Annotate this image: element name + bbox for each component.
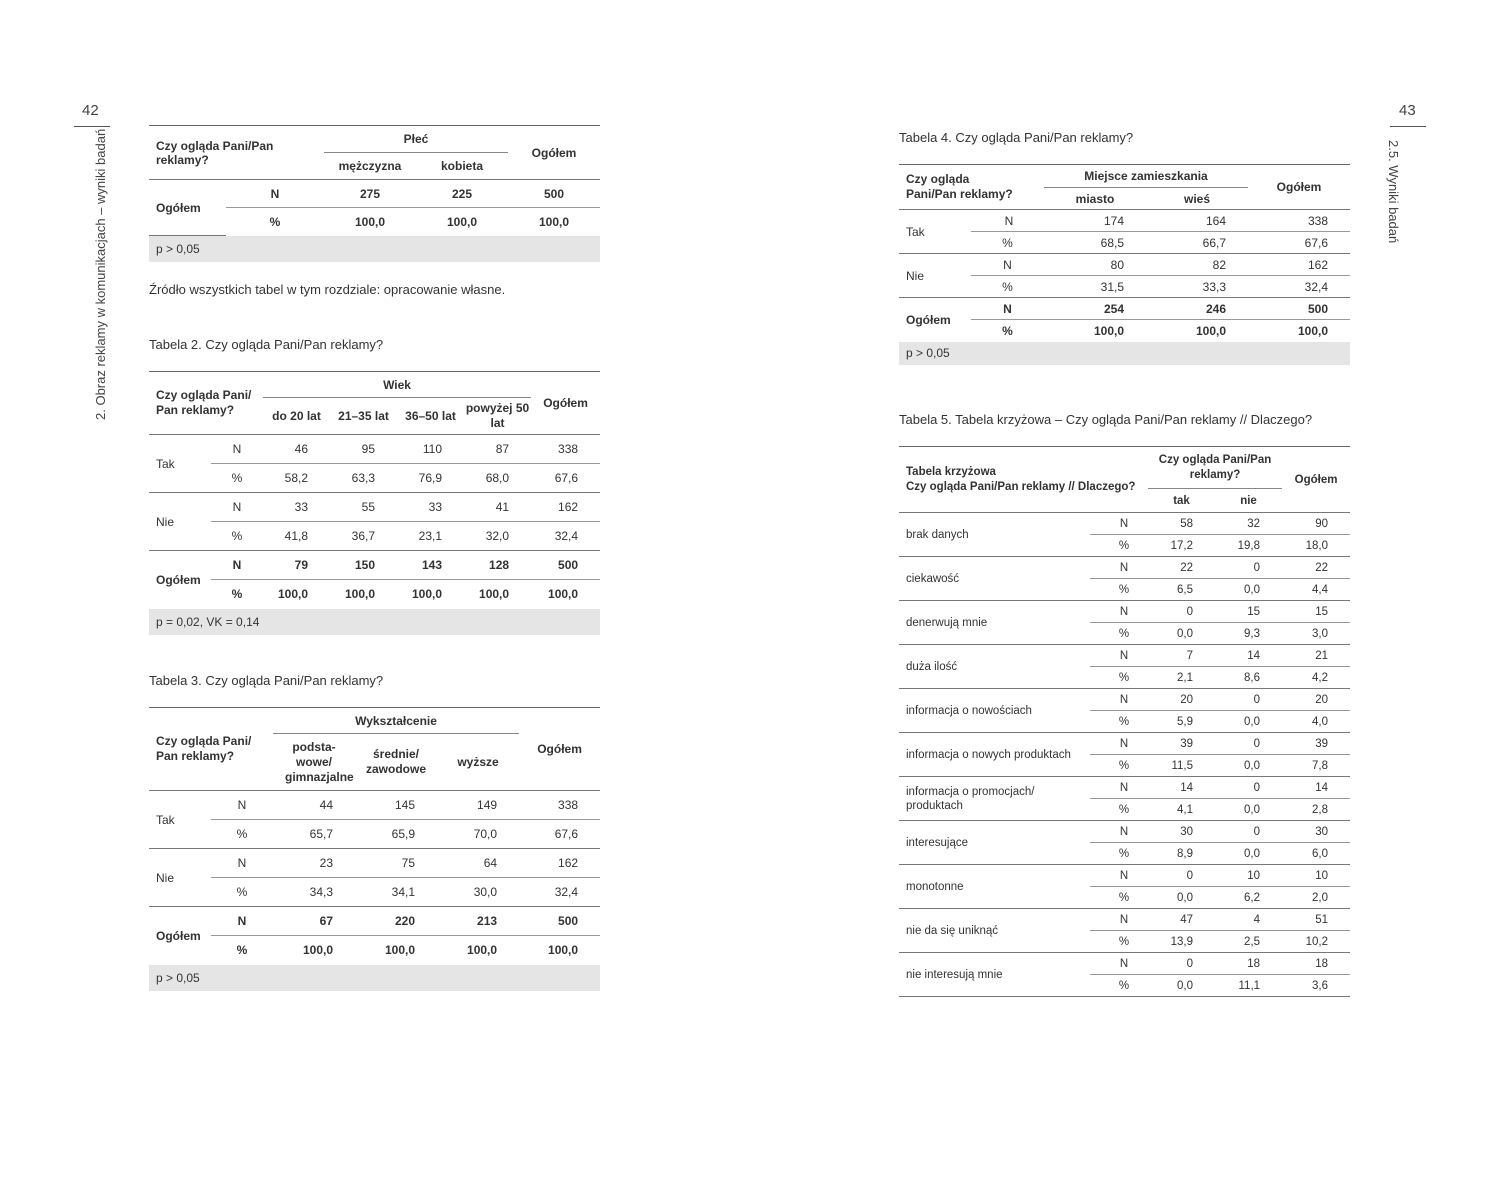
t3-question: Czy ogląda Pani/ Pan reklamy? [149,708,273,791]
t5-pct-label: % [1090,667,1148,689]
t3-footnote: p > 0,05 [149,965,600,991]
t4-cell: 68,5 [1044,232,1146,254]
t2-cell: 63,3 [330,464,397,493]
t2-pct-label: % [231,587,243,602]
t3-cell: 338 [519,791,600,820]
t2-cell: 41 [464,493,531,522]
t4-n-label: N [971,210,1044,232]
t2-n-label: N [211,435,263,464]
t4-n-label: N [971,254,1044,276]
t1-cell: 225 [416,180,508,208]
t3-cell: 100,0 [384,943,416,958]
t5-cell: 0,0 [1148,623,1215,645]
t5-group: Czy ogląda Pani/Pan reklamy? [1148,447,1282,489]
t5-cell: 0,0 [1148,975,1215,997]
t5-cell: 2,5 [1215,931,1282,953]
t5-row-label: denerwują mnie [899,601,1090,645]
t3-row-label: Tak [149,791,211,849]
page-number-rule-left [74,126,110,127]
t4-footnote: p > 0,05 [899,342,1350,365]
t5-cell: 0 [1148,601,1215,623]
t5-cell: 4,1 [1148,799,1215,821]
t3-cell: 100,0 [302,943,334,958]
t5-n-label: N [1090,865,1148,887]
t1-cell: 275 [324,180,416,208]
t3-cell: 162 [519,849,600,878]
t5-cell: 0 [1215,557,1282,579]
t2-cell: 76,9 [397,464,464,493]
t4-pct-label: % [971,276,1044,298]
t5-cell: 21 [1282,645,1350,667]
page-number-left: 42 [82,102,99,119]
page-number-right: 43 [1399,102,1416,119]
t4-n-label: N [971,298,1044,320]
t5-cell: 20 [1282,689,1350,711]
t3-cell: 64 [437,849,519,878]
running-head-right: 2.5. Wyniki badań [1386,140,1401,244]
t5-cell: 5,9 [1148,711,1215,733]
t2-total-header: Ogółem [531,372,600,435]
t5-n-label: N [1090,557,1148,579]
t5-row-n [899,557,1350,579]
t5-cell: 3,6 [1282,975,1350,997]
t2-col-header: 36–50 lat [397,398,464,435]
t5-cell: 4,0 [1282,711,1350,733]
t5-cell: 14 [1215,645,1282,667]
t5-row-n [899,513,1350,535]
t4-cell: 174 [1044,210,1146,232]
t5-cell: 0 [1215,777,1282,799]
t4-row-label: Tak [899,210,971,254]
t2-col-header: do 20 lat [263,398,330,435]
table-1 [149,125,600,262]
t4-question: Czy ogląda Pani/Pan reklamy? [899,165,1044,210]
t3-cell: 70,0 [437,820,519,849]
t4-cell: 164 [1146,210,1248,232]
t5-row-n [899,821,1350,843]
t3-cell: 149 [437,791,519,820]
t3-cell: 100,0 [467,943,498,958]
t5-cell: 10,2 [1282,931,1350,953]
t5-cell: 58 [1148,513,1215,535]
t2-cell: 100,0 [344,587,376,602]
table-5 [899,446,1350,997]
t2-cell: 150 [330,551,397,580]
t4-cell: 100,0 [1093,323,1124,338]
t5-cell: 2,0 [1282,887,1350,909]
t3-n-label: N [211,791,273,820]
t2-n-label: N [211,493,263,522]
table-2 [149,371,600,635]
t5-cell: 15 [1282,601,1350,623]
t5-n-label: N [1090,953,1148,975]
t5-row-label: informacja o promocjach/ produktach [899,777,1090,821]
t5-row-label: interesujące [899,821,1090,865]
t4-cell: 100,0 [1297,323,1328,338]
t5-pct-label: % [1090,579,1148,601]
t5-caption: Tabela 5. Tabela krzyżowa – Czy ogląda Pani/Pan reklamy // Dlaczego? [899,412,1313,427]
t2-pct-label: % [211,522,263,551]
t5-cell: 6,0 [1282,843,1350,865]
t5-row-n [899,733,1350,755]
t2-cell: 110 [397,435,464,464]
table-4 [899,164,1350,365]
t5-cell: 0 [1148,953,1215,975]
t5-n-label: N [1090,909,1148,931]
t3-col-header: średnie/ zawodowe [355,734,437,791]
t5-pct-label: % [1090,931,1148,953]
t4-cell: 82 [1146,254,1248,276]
t5-row-label: duża ilość [899,645,1090,689]
t3-cell: 213 [437,907,519,936]
t5-row-label: brak danych [899,513,1090,557]
t2-cell: 500 [531,551,600,580]
t5-pct-label: % [1090,799,1148,821]
t2-question: Czy ogląda Pani/ Pan reklamy? [149,372,263,435]
t1-total-header: Ogółem [508,126,600,180]
t5-n-label: N [1090,601,1148,623]
t2-cell: 23,1 [397,522,464,551]
t2-cell: 100,0 [479,587,510,602]
t5-cell: 2,8 [1282,799,1350,821]
t5-row-n [899,953,1350,975]
t5-cell: 10 [1282,865,1350,887]
t4-cell: 162 [1248,254,1350,276]
t5-cell: 0,0 [1148,887,1215,909]
t2-group: Wiek [263,372,531,398]
t4-caption: Tabela 4. Czy ogląda Pani/Pan reklamy? [899,130,1134,145]
t4-cell: 66,7 [1146,232,1248,254]
t5-cell: 39 [1148,733,1215,755]
t2-cell: 58,2 [263,464,330,493]
t2-cell: 67,6 [531,464,600,493]
t5-cell: 0,0 [1215,755,1282,777]
t3-group: Wykształcenie [273,708,519,734]
t2-row-label: Tak [149,435,211,493]
t5-header-line2: Czy ogląda Pani/Pan reklamy // Dlaczego? [906,480,1136,493]
t2-cell: 46 [263,435,330,464]
t5-col-header: nie [1215,489,1282,513]
t5-cell: 18 [1282,953,1350,975]
t3-cell: 500 [519,907,600,936]
t4-cell: 33,3 [1146,276,1248,298]
t4-col-header: wieś [1146,188,1248,210]
t4-row-label: Nie [899,254,971,298]
t4-total-header: Ogółem [1248,165,1350,210]
t1-cell: 100,0 [354,214,386,229]
t2-cell: 87 [464,435,531,464]
running-head-left: 2. Obraz reklamy w komunikacjach – wyniki badań [93,128,108,420]
t5-cell: 13,9 [1148,931,1215,953]
t5-row-n [899,865,1350,887]
t5-cell: 11,5 [1148,755,1215,777]
t5-cell: 2,1 [1148,667,1215,689]
t5-row-label: informacja o nowych produktach [899,733,1090,777]
t5-cell: 9,3 [1215,623,1282,645]
t3-cell: 23 [273,849,355,878]
t5-header-line1: Tabela krzyżowa [906,465,996,478]
t5-row-n [899,645,1350,667]
t5-cell: 30 [1282,821,1350,843]
t2-cell: 95 [330,435,397,464]
t4-cell: 67,6 [1248,232,1350,254]
t2-row-label: Nie [149,493,211,551]
t5-cell: 8,9 [1148,843,1215,865]
t5-n-label: N [1090,733,1148,755]
t5-row-label: monotonne [899,865,1090,909]
t4-pct-label: % [971,232,1044,254]
t3-cell: 75 [355,849,437,878]
t5-n-label: N [1090,645,1148,667]
t5-cell: 7 [1148,645,1215,667]
t5-cell: 0,0 [1215,843,1282,865]
t5-pct-label: % [1090,755,1148,777]
t3-row-label: Nie [149,849,211,907]
t1-cell: 100,0 [538,214,570,229]
t5-row-n [899,689,1350,711]
t5-cell: 30 [1148,821,1215,843]
t5-cell: 22 [1148,557,1215,579]
t2-cell: 68,0 [464,464,531,493]
t5-pct-label: % [1090,535,1148,557]
t5-cell: 0 [1148,865,1215,887]
t3-col-header: podsta- wowe/ gimnazjalne [273,734,355,791]
t3-cell: 34,3 [273,878,355,907]
t3-n-label: N [211,907,273,936]
t5-row-label: ciekawość [899,557,1090,601]
t4-cell: 31,5 [1044,276,1146,298]
t5-pct-label: % [1090,711,1148,733]
t5-cell: 10 [1215,865,1282,887]
t1-row-label: Ogółem [149,180,226,236]
t5-cell: 14 [1148,777,1215,799]
t4-row-label: Ogółem [906,312,951,327]
t5-cell: 3,0 [1282,623,1350,645]
t5-header [899,447,1148,513]
t2-cell: 100,0 [548,587,579,602]
t5-cell: 90 [1282,513,1350,535]
t2-cell: 143 [397,551,464,580]
t5-cell: 0 [1215,733,1282,755]
t5-cell: 18 [1215,953,1282,975]
t5-cell: 7,8 [1282,755,1350,777]
t5-n-label: N [1090,821,1148,843]
t5-col-header: tak [1148,489,1215,513]
t5-row-n [899,777,1350,799]
t2-cell: 100,0 [411,587,443,602]
t1-col-header: kobieta [416,153,508,180]
t3-n-label: N [211,849,273,878]
t2-cell: 162 [531,493,600,522]
t5-cell: 4,4 [1282,579,1350,601]
t4-col-header: miasto [1044,188,1146,210]
t3-cell: 32,4 [519,878,600,907]
t5-cell: 22 [1282,557,1350,579]
t3-pct-label: % [211,878,273,907]
t2-cell: 32,0 [464,522,531,551]
t3-pct-label: % [211,820,273,849]
t5-n-label: N [1090,777,1148,799]
t4-pct-label: % [1002,323,1013,338]
t2-cell: 41,8 [263,522,330,551]
t5-cell: 19,8 [1215,535,1282,557]
t5-cell: 47 [1148,909,1215,931]
t4-cell: 246 [1146,298,1248,320]
t5-cell: 4,2 [1282,667,1350,689]
table-3 [149,707,600,991]
t1-cell: 500 [508,180,600,208]
t5-cell: 32 [1215,513,1282,535]
t5-total-header: Ogółem [1282,447,1350,513]
t3-cell: 65,9 [355,820,437,849]
t3-cell: 145 [355,791,437,820]
t5-cell: 51 [1282,909,1350,931]
t3-cell: 34,1 [355,878,437,907]
t3-cell: 67 [273,907,355,936]
t1-footnote: p > 0,05 [149,236,600,262]
t5-cell: 6,2 [1215,887,1282,909]
t5-cell: 0,0 [1215,799,1282,821]
t2-col-header: 21–35 lat [330,398,397,435]
t5-n-label: N [1090,689,1148,711]
t3-caption: Tabela 3. Czy ogląda Pani/Pan reklamy? [149,673,384,688]
page-number-rule-right [1390,126,1426,127]
t5-body [899,513,1350,997]
t4-cell: 254 [1044,298,1146,320]
t2-caption: Tabela 2. Czy ogląda Pani/Pan reklamy? [149,337,384,352]
t3-pct-label: % [236,943,248,958]
t2-row-label: Ogółem [156,572,201,587]
t5-cell: 4 [1215,909,1282,931]
t5-cell: 18,0 [1282,535,1350,557]
t1-group: Płeć [324,126,508,153]
t5-cell: 0 [1215,689,1282,711]
t2-cell: 55 [330,493,397,522]
t3-cell: 100,0 [548,943,579,958]
t5-cell: 39 [1282,733,1350,755]
t3-cell: 67,6 [519,820,600,849]
t1-col-header: mężczyzna [324,153,416,180]
t2-cell: 33 [263,493,330,522]
t5-row-n [899,909,1350,931]
t2-footnote: p = 0,02, VK = 0,14 [149,609,600,635]
t1-pct-label: % [269,214,281,229]
t1-question: Czy ogląda Pani/Pan reklamy? [149,126,324,180]
t4-group: Miejsce zamieszkania [1044,165,1248,188]
t5-row-label: nie interesują mnie [899,953,1090,997]
t3-cell: 30,0 [437,878,519,907]
t4-cell: 500 [1248,298,1350,320]
t5-cell: 6,5 [1148,579,1215,601]
t5-cell: 17,2 [1148,535,1215,557]
t4-cell: 338 [1248,210,1350,232]
t3-row-label: Ogółem [156,928,201,943]
t5-cell: 14 [1282,777,1350,799]
t5-cell: 0 [1215,821,1282,843]
t2-col-header: powyżej 50 lat [464,398,531,435]
t5-n-label: N [1090,513,1148,535]
t2-pct-label: % [211,464,263,493]
t3-cell: 44 [273,791,355,820]
t5-cell: 11,1 [1215,975,1282,997]
t2-cell: 36,7 [330,522,397,551]
t2-cell: 100,0 [277,587,309,602]
t5-pct-label: % [1090,887,1148,909]
t2-cell: 32,4 [531,522,600,551]
t5-cell: 0,0 [1215,579,1282,601]
t5-pct-label: % [1090,623,1148,645]
t3-col-header: wyższe [437,734,519,791]
t2-cell: 128 [464,551,531,580]
t5-row-n [899,601,1350,623]
t5-cell: 15 [1215,601,1282,623]
t4-cell: 32,4 [1248,276,1350,298]
t5-row-label: nie da się uniknąć [899,909,1090,953]
t1-n-label: N [226,180,324,208]
t4-cell: 80 [1044,254,1146,276]
t5-pct-label: % [1090,975,1148,997]
t5-row-label: informacja o nowościach [899,689,1090,733]
t2-n-label: N [211,551,263,580]
source-note: Źródło wszystkich tabel w tym rozdziale: opracowanie własne. [149,282,506,297]
t5-cell: 0,0 [1215,711,1282,733]
t2-cell: 33 [397,493,464,522]
t5-cell: 8,6 [1215,667,1282,689]
t5-pct-label: % [1090,843,1148,865]
t2-cell: 79 [263,551,330,580]
t4-cell: 100,0 [1195,323,1226,338]
t5-cell: 20 [1148,689,1215,711]
t1-cell: 100,0 [446,214,478,229]
t3-cell: 65,7 [273,820,355,849]
t3-total-header: Ogółem [519,708,600,791]
t3-cell: 220 [355,907,437,936]
t2-cell: 338 [531,435,600,464]
